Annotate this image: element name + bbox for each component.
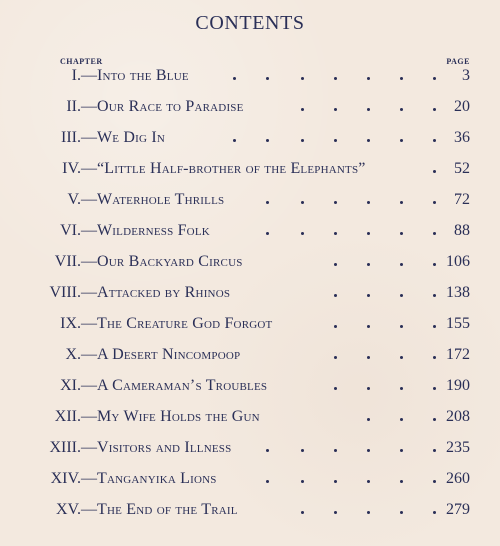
leader-dot — [367, 480, 370, 483]
leader-dot — [367, 263, 370, 266]
chapter-title: Our Race to Paradise — [97, 98, 244, 115]
page-number: 279 — [446, 501, 470, 518]
chapter-number: II.— — [66, 98, 97, 115]
chapter-title: Tanganyika Lions — [97, 470, 217, 487]
chapter-title: Our Backyard Circus — [97, 253, 243, 270]
leader-dot — [433, 139, 436, 142]
page-number: 155 — [446, 315, 470, 332]
leader-dot — [400, 387, 403, 390]
chapter-number: VI.— — [60, 222, 97, 239]
leader-dot — [266, 480, 269, 483]
leader-dot — [334, 387, 337, 390]
leader-dot — [266, 232, 269, 235]
toc-entry — [0, 159, 500, 190]
leader-dot — [400, 325, 403, 328]
page-number: 106 — [446, 253, 470, 270]
leader-dot — [334, 263, 337, 266]
leader-dot — [367, 77, 370, 80]
toc-entry — [0, 469, 500, 500]
leader-dot — [433, 387, 436, 390]
leader-dot — [334, 449, 337, 452]
leader-dot — [433, 480, 436, 483]
toc-entry — [0, 345, 500, 376]
toc-entry — [0, 128, 500, 159]
leader-dot — [433, 511, 436, 514]
leader-dot — [400, 418, 403, 421]
chapter-title: Waterhole Thrills — [97, 191, 225, 208]
page-number: 20 — [454, 98, 470, 115]
leader-dot — [400, 139, 403, 142]
leader-dot — [334, 294, 337, 297]
leader-dot — [334, 139, 337, 142]
toc-entry — [0, 252, 500, 283]
leader-dot — [367, 418, 370, 421]
leader-dot — [433, 170, 436, 173]
leader-dot — [334, 356, 337, 359]
chapter-number: XIII.— — [49, 439, 97, 456]
leader-dot — [334, 325, 337, 328]
leader-dot — [233, 139, 236, 142]
leader-dot — [233, 77, 236, 80]
leader-dot — [367, 325, 370, 328]
leader-dot — [266, 77, 269, 80]
toc-entry — [0, 97, 500, 128]
leader-dot — [400, 201, 403, 204]
chapter-number: I.— — [71, 67, 97, 84]
chapter-title: Into the Blue — [97, 67, 189, 84]
page-number: 208 — [446, 408, 470, 425]
leader-dot — [367, 201, 370, 204]
leader-dot — [400, 77, 403, 80]
chapter-title: “Little Half-brother of the Elephants” — [97, 160, 366, 177]
leader-dot — [266, 201, 269, 204]
leader-dot — [266, 449, 269, 452]
leader-dot — [301, 108, 304, 111]
chapter-number: XI.— — [60, 377, 97, 394]
leader-dot — [367, 139, 370, 142]
leader-dot — [433, 294, 436, 297]
page-number: 260 — [446, 470, 470, 487]
page-number: 190 — [446, 377, 470, 394]
leader-dot — [266, 139, 269, 142]
leader-dot — [433, 201, 436, 204]
leader-dot — [334, 108, 337, 111]
leader-dot — [301, 480, 304, 483]
chapter-number: XIV.— — [50, 470, 97, 487]
chapter-title: Wilderness Folk — [97, 222, 210, 239]
chapter-column-label: CHAPTER — [60, 57, 103, 66]
page-number: 138 — [446, 284, 470, 301]
leader-dot — [367, 232, 370, 235]
leader-dot — [433, 449, 436, 452]
leader-dot — [334, 77, 337, 80]
leader-dot — [400, 263, 403, 266]
leader-dot — [334, 511, 337, 514]
chapter-number: VII.— — [54, 253, 97, 270]
chapter-number: V.— — [67, 191, 97, 208]
leader-dot — [400, 449, 403, 452]
leader-dot — [433, 108, 436, 111]
page-number: 36 — [454, 129, 470, 146]
toc-entry — [0, 314, 500, 345]
toc-entry — [0, 500, 500, 531]
chapter-number: IV.— — [62, 160, 97, 177]
page-number: 3 — [462, 67, 470, 84]
toc-entry — [0, 190, 500, 221]
leader-dot — [301, 201, 304, 204]
leader-dot — [301, 139, 304, 142]
leader-dot — [433, 263, 436, 266]
leader-dot — [301, 77, 304, 80]
chapter-title: A Desert Nincompoop — [97, 346, 241, 363]
page-number: 88 — [454, 222, 470, 239]
table-of-contents — [0, 66, 500, 534]
page-title: CONTENTS — [195, 12, 305, 34]
chapter-title: The End of the Trail — [97, 501, 238, 518]
leader-dot — [367, 387, 370, 390]
page-number: 172 — [446, 346, 470, 363]
toc-entry — [0, 376, 500, 407]
leader-dot — [433, 232, 436, 235]
chapter-title: The Creature God Forgot — [97, 315, 273, 332]
leader-dot — [367, 294, 370, 297]
leader-dot — [400, 294, 403, 297]
leader-dot — [367, 108, 370, 111]
leader-dot — [334, 201, 337, 204]
leader-dot — [301, 449, 304, 452]
leader-dot — [334, 232, 337, 235]
leader-dot — [334, 480, 337, 483]
page-number: 235 — [446, 439, 470, 456]
leader-dot — [400, 108, 403, 111]
leader-dot — [400, 356, 403, 359]
chapter-number: VIII.— — [49, 284, 97, 301]
leader-dot — [433, 356, 436, 359]
leader-dot — [301, 232, 304, 235]
leader-dot — [367, 449, 370, 452]
chapter-title: A Cameraman’s Troubles — [97, 377, 268, 394]
leader-dot — [301, 511, 304, 514]
page-number: 52 — [454, 160, 470, 177]
page-column-label: PAGE — [446, 57, 470, 66]
chapter-title: Visitors and Illness — [97, 439, 232, 456]
leader-dot — [433, 325, 436, 328]
toc-entry — [0, 66, 500, 97]
leader-dot — [433, 77, 436, 80]
toc-entry — [0, 407, 500, 438]
chapter-number: X.— — [65, 346, 97, 363]
toc-entry — [0, 221, 500, 252]
chapter-title: My Wife Holds the Gun — [97, 408, 260, 425]
chapter-number: IX.— — [60, 315, 97, 332]
chapter-title: Attacked by Rhinos — [97, 284, 231, 301]
chapter-number: III.— — [61, 129, 97, 146]
leader-dot — [433, 418, 436, 421]
leader-dot — [400, 232, 403, 235]
toc-entry — [0, 283, 500, 314]
chapter-title: We Dig In — [97, 129, 166, 146]
leader-dot — [400, 511, 403, 514]
chapter-number: XII.— — [54, 408, 97, 425]
leader-dot — [367, 511, 370, 514]
leader-dot — [400, 480, 403, 483]
leader-dot — [367, 356, 370, 359]
toc-entry — [0, 438, 500, 469]
chapter-number: XV.— — [55, 501, 97, 518]
page-number: 72 — [454, 191, 470, 208]
